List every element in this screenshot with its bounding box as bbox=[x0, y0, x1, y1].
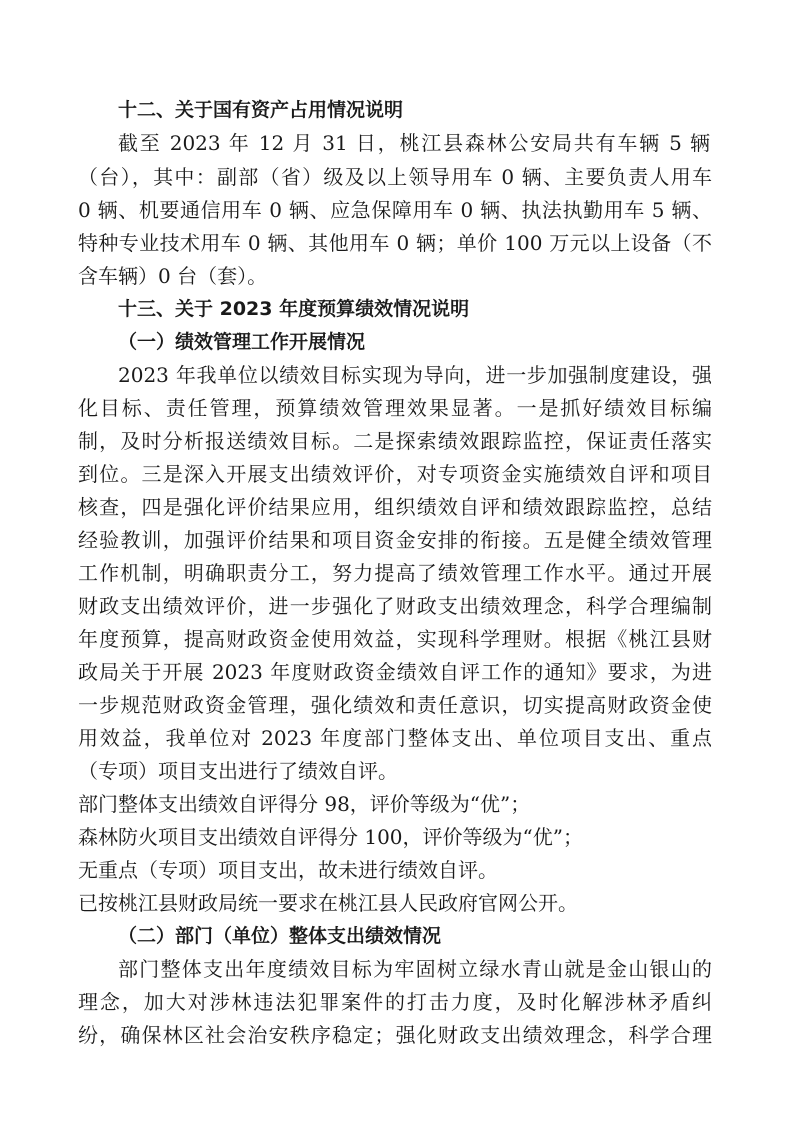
section-12-line-1: 截至 2023 年 12 月 31 日，桃江县森林公安局共有车辆 5 辆 bbox=[118, 131, 710, 155]
subsection-1-line-7: 工作机制，明确职责分工，努力提高了绩效管理工作水平。通过开展 bbox=[78, 561, 712, 585]
subsection-1-line-4: 到位。三是深入开展支出绩效评价，对专项资金实施绩效自评和项目 bbox=[78, 462, 712, 486]
section-12-line-2: （台），其中：副部（省）级及以上领导用车 0 辆、主要负责人用车 bbox=[78, 165, 712, 189]
subsection-1-line-5: 核查，四是强化评价结果应用，组织绩效自评和绩效跟踪监控，总结 bbox=[78, 495, 712, 519]
subsection-1-line-11: 一步规范财政资金管理，强化绩效和责任意识，切实提高财政资金使 bbox=[78, 693, 712, 717]
subsection-1-line-15: 森林防火项目支出绩效自评得分 100，评价等级为“优”； bbox=[78, 825, 583, 849]
subsection-1-line-3: 制，及时分析报送绩效目标。二是探索绩效跟踪监控，保证责任落实 bbox=[78, 429, 712, 453]
section-13-heading: 十三、关于 2023 年度预算绩效情况说明 bbox=[118, 298, 470, 320]
subsection-2-heading: （二）部门（单位）整体支出绩效情况 bbox=[118, 925, 442, 947]
subsection-1-heading: （一）绩效管理工作开展情况 bbox=[118, 331, 366, 353]
subsection-1-line-10: 政局关于开展 2023 年度财政资金绩效自评工作的通知》要求，为进 bbox=[78, 660, 712, 684]
section-12-line-5: 含车辆）0 台（套）。 bbox=[78, 264, 268, 288]
subsection-1-line-14: 部门整体支出绩效自评得分 98，评价等级为“优”； bbox=[78, 792, 531, 816]
section-12-line-3: 0 辆、机要通信用车 0 辆、应急保障用车 0 辆、执法执勤用车 5 辆、 bbox=[78, 198, 712, 222]
subsection-1-line-8: 财政支出绩效评价，进一步强化了财政支出绩效理念，科学合理编制 bbox=[78, 594, 712, 618]
subsection-1-line-2: 化目标、责任管理，预算绩效管理效果显著。一是抓好绩效目标编 bbox=[78, 396, 712, 420]
subsection-1-line-17: 已按桃江县财政局统一要求在桃江县人民政府官网公开。 bbox=[78, 891, 578, 915]
subsection-1-line-6: 经验教训，加强评价结果和项目资金安排的衔接。五是健全绩效管理 bbox=[78, 528, 712, 552]
section-12-heading: 十二、关于国有资产占用情况说明 bbox=[118, 99, 404, 121]
subsection-1-line-9: 年度预算，提高财政资金使用效益，实现科学理财。根据《桃江县财 bbox=[78, 627, 712, 651]
subsection-1-line-13: （专项）项目支出进行了绩效自评。 bbox=[78, 759, 398, 783]
subsection-2-line-1: 部门整体支出年度绩效目标为牢固树立绿水青山就是金山银山的 bbox=[118, 957, 712, 981]
subsection-2-line-3: 纷，确保林区社会治安秩序稳定；强化财政支出绩效理念，科学合理 bbox=[78, 1023, 712, 1047]
subsection-1-line-12: 用效益，我单位对 2023 年度部门整体支出、单位项目支出、重点 bbox=[78, 726, 712, 750]
section-12-line-4: 特种专业技术用车 0 辆、其他用车 0 辆；单价 100 万元以上设备（不 bbox=[78, 231, 712, 255]
subsection-1-line-1: 2023 年我单位以绩效目标实现为导向，进一步加强制度建设，强 bbox=[118, 363, 712, 387]
subsection-2-line-2: 理念，加大对涉林违法犯罪案件的打击力度，及时化解涉林矛盾纠 bbox=[78, 990, 712, 1014]
subsection-1-line-16: 无重点（专项）项目支出，故未进行绩效自评。 bbox=[78, 858, 498, 882]
